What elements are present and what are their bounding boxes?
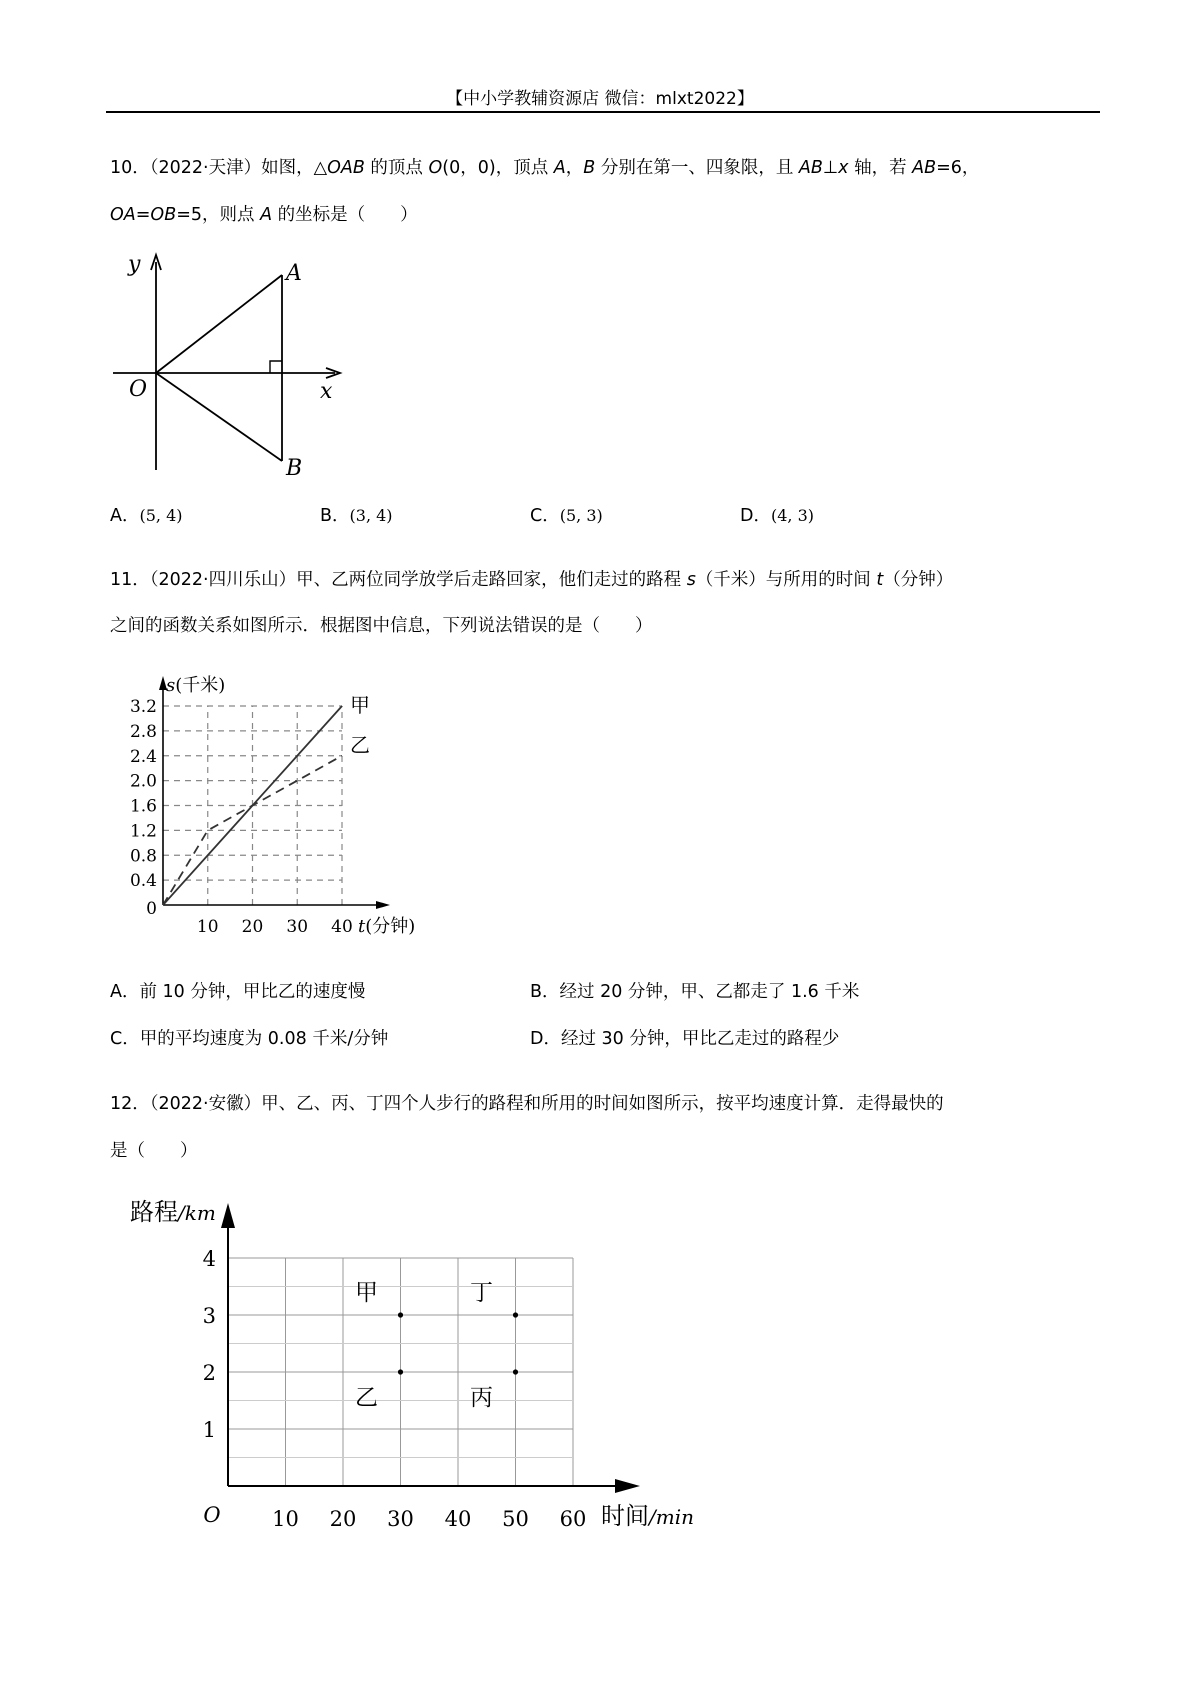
q10-label-a: A [286, 261, 302, 286]
option-text: 前 10 分钟，甲比乙的速度慢 [139, 982, 366, 1002]
q11-y-tick-label: 2.4 [129, 746, 157, 767]
option-text: 甲的平均速度为 0.08 千米/分钟 [139, 1029, 389, 1049]
q11-text: （分钟） [883, 570, 954, 590]
q12-x-tick-label: 40 [444, 1507, 472, 1531]
option-letter: C． [530, 506, 560, 526]
q10-text: 的顶点 [364, 158, 429, 178]
q12-y-tick-label: 3 [202, 1304, 216, 1328]
option-letter: C． [110, 1029, 140, 1049]
option-text: 经过 30 分钟，甲比乙走过的路程少 [560, 1029, 840, 1049]
q11-x-tick-label: 10 [196, 917, 219, 937]
q12-data-point [513, 1312, 518, 1317]
q12-x-tick-label: 10 [272, 1507, 299, 1531]
q12-point-label: 甲 [355, 1280, 378, 1306]
q11-y-axis-var: s [166, 675, 176, 696]
q12-x-tick-label: 60 [559, 1507, 587, 1531]
option-text: 经过 20 分钟，甲、乙都走了 1.6 千米 [559, 982, 860, 1002]
q11-y-tick-label: 1.6 [129, 796, 157, 817]
q12-y-tick-label: 4 [202, 1247, 216, 1271]
q10-var-oa: OA [110, 205, 136, 225]
option-value: (5, 4) [139, 506, 183, 525]
q10-triangle-symbol: △ [313, 158, 328, 178]
q10-var-o: O [428, 158, 443, 178]
option-letter: B． [530, 982, 560, 1002]
q11-x-tick-label: 20 [241, 917, 264, 937]
q10-text: 的坐标是（ ） [272, 205, 418, 225]
option-value: (5, 3) [559, 506, 603, 525]
q11-y-tick-label: 2.8 [129, 721, 157, 742]
q10-text: = [135, 205, 151, 225]
q11-var-t: t [876, 570, 884, 590]
q10-text: 轴，若 [848, 158, 913, 178]
q11-y-tick-label: 3.2 [129, 697, 157, 717]
q10-label-o: O [129, 377, 148, 402]
q11-text: （千米）与所用的时间 [695, 570, 877, 590]
q12-x-tick-label: 50 [502, 1507, 529, 1531]
q12-data-point [398, 1312, 403, 1317]
q12-data-point [398, 1369, 403, 1374]
q12-y-axis-name: 路程 [130, 1198, 178, 1226]
q10-var-b: B [583, 158, 596, 178]
q10-label-y: y [128, 252, 141, 277]
q12-point-label: 乙 [355, 1385, 378, 1411]
q12-y-tick-label: 1 [202, 1418, 216, 1442]
q10-var-ab: AB [912, 158, 937, 178]
q12-point-label: 丙 [470, 1385, 493, 1411]
q10-var-a: A [553, 158, 566, 178]
q12-x-axis-arrow [615, 1479, 640, 1493]
page-header: 【中小学教辅资源店 微信：mlxt2022】 [446, 89, 754, 109]
q10-var-oab: OAB [327, 158, 365, 178]
q12-x-tick-label: 30 [387, 1507, 414, 1531]
q11-y-tick-label: 0.4 [129, 871, 157, 892]
q11-y-tick-label: 0.8 [129, 846, 157, 867]
q12-y-axis-arrow [221, 1203, 235, 1228]
q12-data-point [513, 1369, 518, 1374]
option-letter: A． [110, 982, 140, 1002]
q10-label-b: B [286, 456, 303, 481]
q10-var-a: A [260, 205, 273, 225]
option-letter: D． [740, 506, 771, 526]
q11-series-label: 乙 [350, 732, 370, 757]
q12-x-axis-title [601, 1502, 694, 1530]
q11-text: 11．（2022·四川乐山）甲、乙两位同学放学后走路回家，他们走过的路程 [110, 570, 687, 590]
q12-x-axis-name: 时间 [601, 1502, 649, 1530]
q10-text: =5，则点 [176, 205, 261, 225]
q11-series-label: 甲 [350, 693, 370, 717]
q10-text: 分别在第一、四象限，且 [595, 158, 799, 178]
q10-text: ， [565, 158, 584, 178]
q11-x-axis-var: t [358, 916, 366, 937]
q10-var-ab: AB [798, 158, 823, 178]
q11-origin-label: 0 [146, 899, 157, 919]
q12-origin-label: O [203, 1503, 221, 1527]
q12-line-1: 12．（2022·安徽）甲、乙、丙、丁四个人步行的路程和所用的时间如图所示，按平均速度计算．走得最快的 [110, 1094, 944, 1114]
option-value: (3, 4) [349, 506, 393, 525]
q11-x-tick-label: 40 [331, 917, 353, 937]
q10-text: (0，0)，顶点 [442, 158, 554, 178]
q11-x-axis-unit: (分钟) [365, 916, 416, 937]
q11-var-s: s [686, 570, 696, 590]
option-letter: A． [110, 506, 140, 526]
q12-x-axis-unit: /min [649, 1505, 694, 1529]
q10-var-x: x [838, 158, 849, 178]
q12-x-tick-label: 20 [329, 1507, 357, 1531]
q11-y-tick-label: 1.2 [129, 821, 157, 842]
q12-y-axis-title [130, 1198, 216, 1226]
q11-y-tick-label: 2.0 [129, 771, 157, 792]
q12-y-tick-label: 2 [202, 1361, 216, 1385]
q10-text: =6， [936, 158, 980, 178]
q10-label-x: x [320, 379, 333, 404]
option-letter: B． [320, 506, 350, 526]
q10-var-ob: OB [150, 205, 177, 225]
option-value: (4, 3) [770, 506, 814, 525]
q12-point-label: 丁 [470, 1280, 493, 1306]
q10-text: 10．（2022·天津）如图， [110, 158, 314, 178]
option-letter: D． [530, 1029, 561, 1049]
q11-y-axis-unit: (千米) [175, 675, 226, 696]
q11-line-2: 之间的函数关系如图所示．根据图中信息，下列说法错误的是（ ） [110, 616, 653, 636]
q12-line-2: 是（ ） [110, 1141, 198, 1161]
q10-perp-symbol: ⊥ [822, 158, 839, 178]
q12-y-axis-unit: /km [178, 1201, 216, 1225]
q11-x-tick-label: 30 [286, 917, 309, 937]
